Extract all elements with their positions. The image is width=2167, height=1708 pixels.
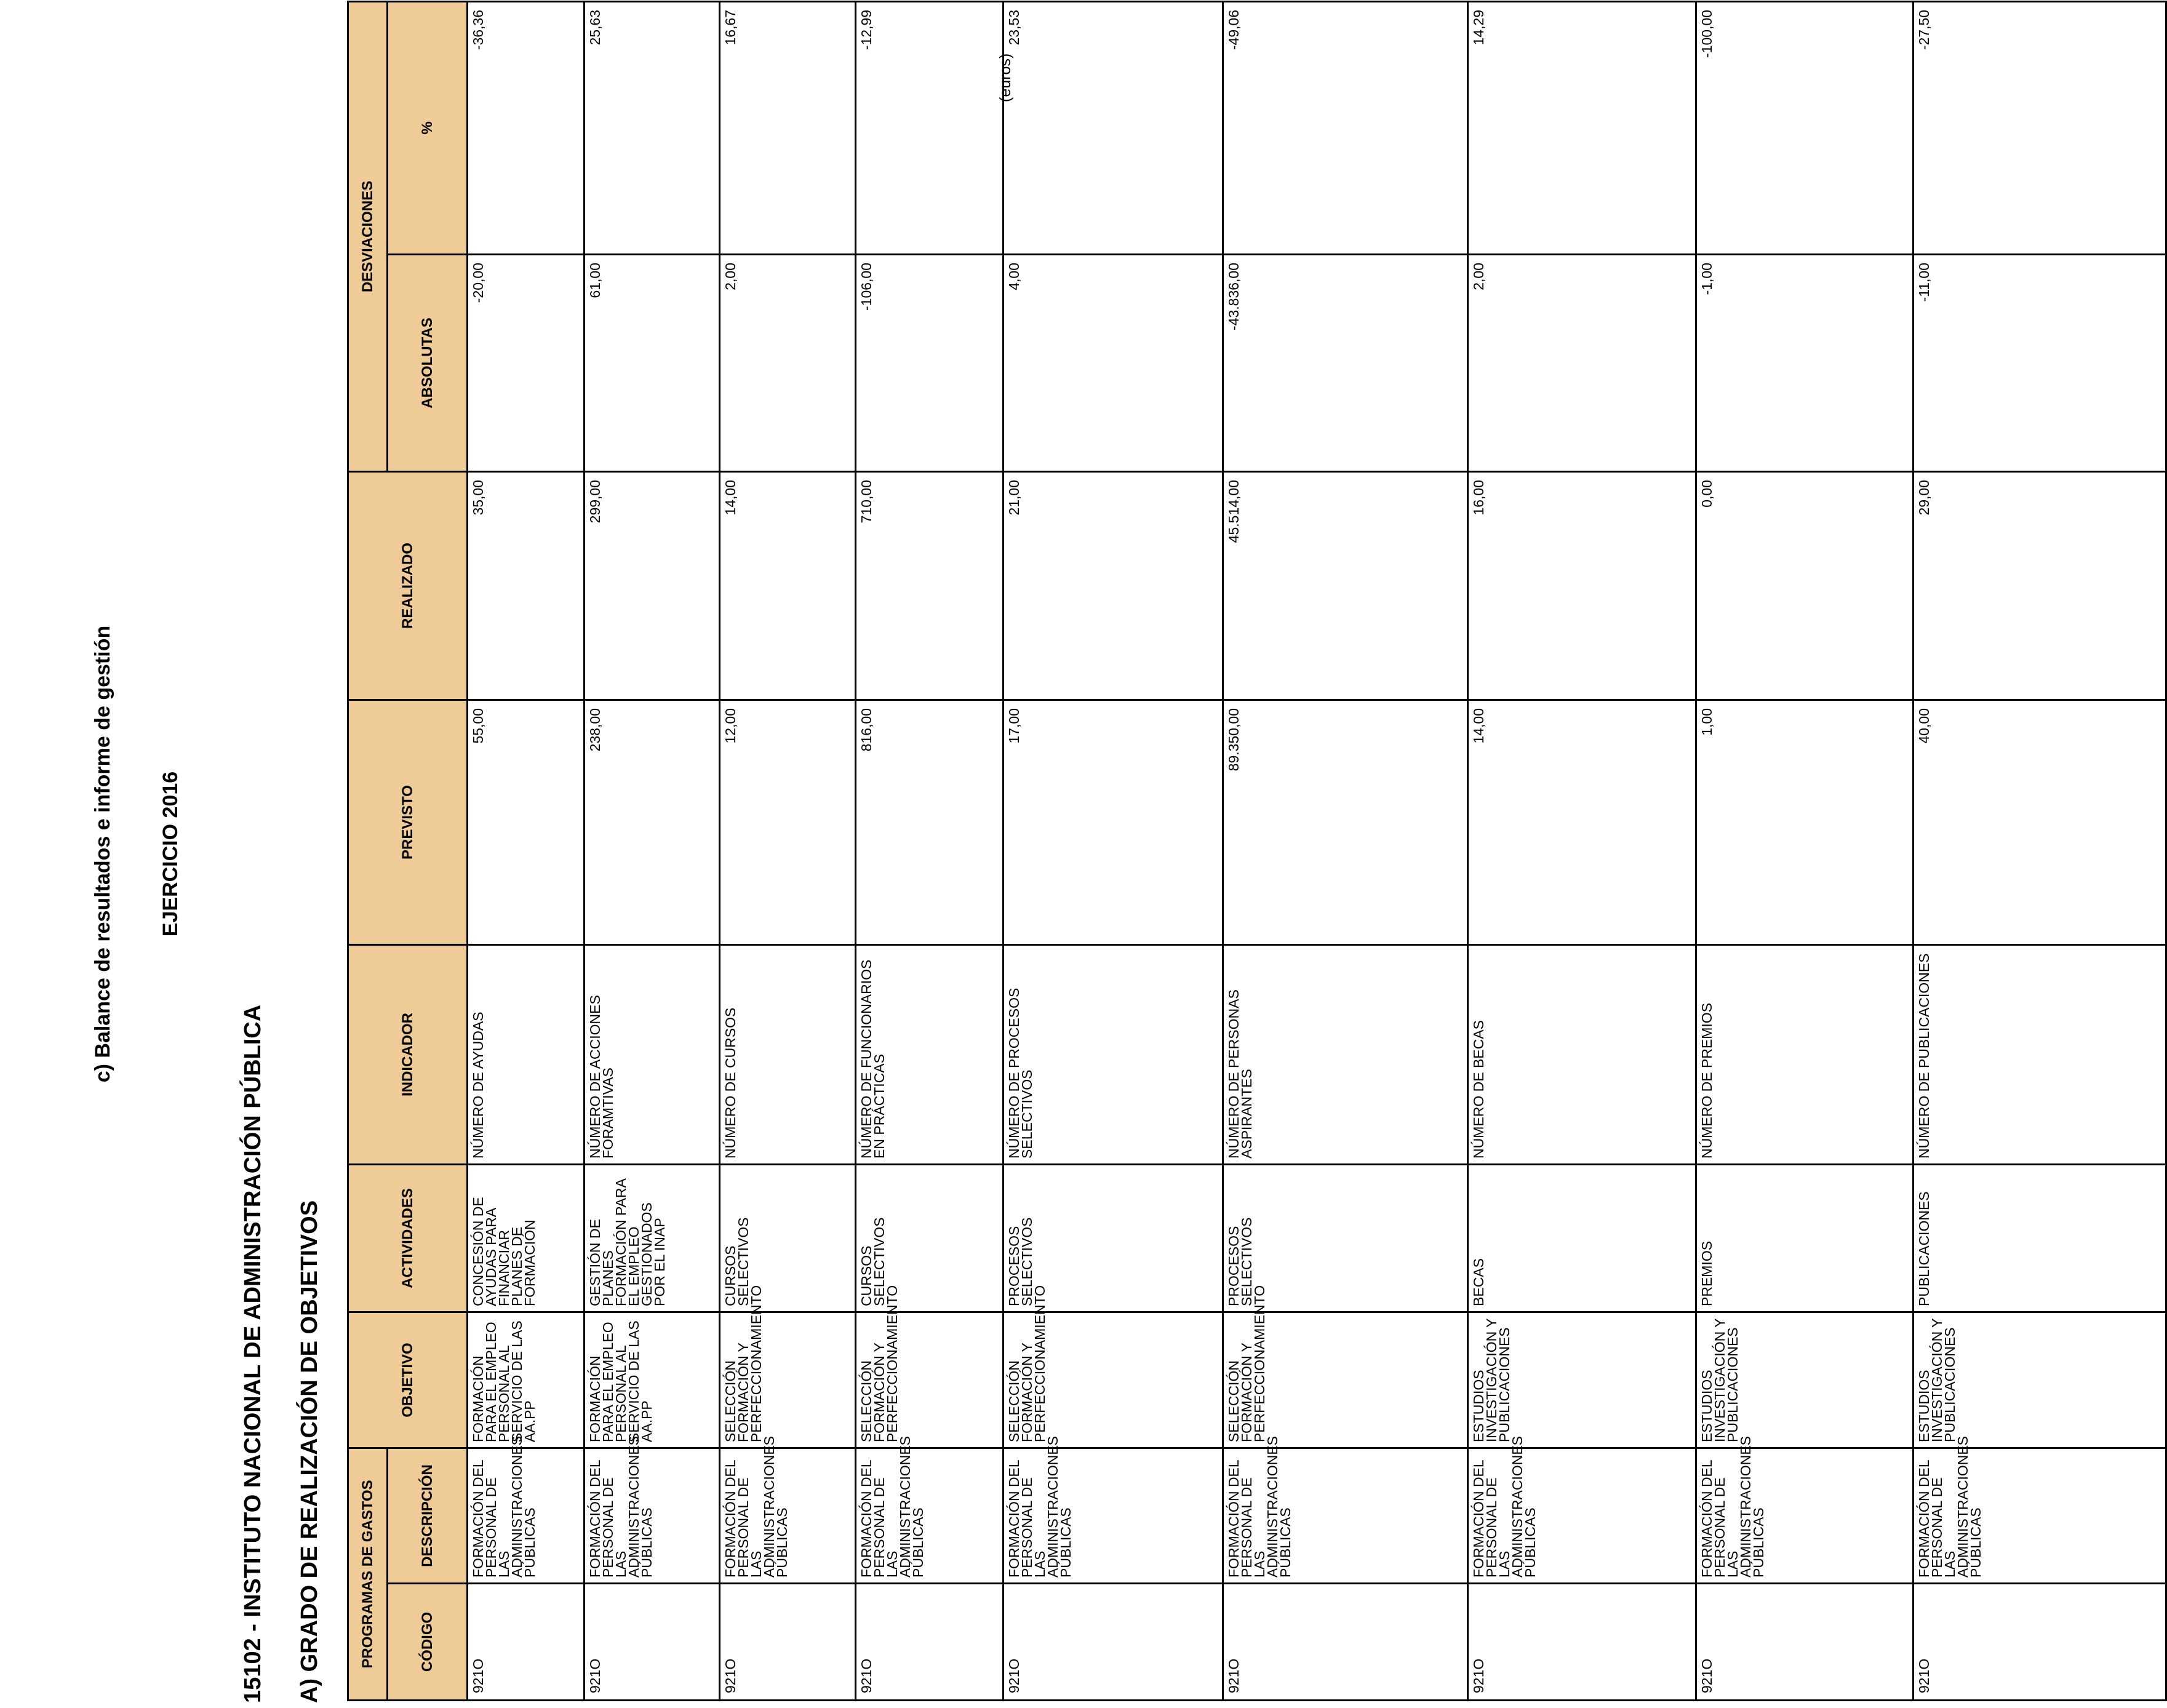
cell-previsto: 238,00 bbox=[585, 700, 720, 944]
cell-codigo: 921O bbox=[468, 1584, 585, 1701]
cell-absolutas: -1,00 bbox=[1696, 254, 1914, 471]
cell-realizado: 29,00 bbox=[1914, 471, 2166, 700]
cell-indicador: NÚMERO DE ACCIONES FORAMTIVAS bbox=[585, 944, 720, 1164]
group-header-desviaciones: DESVIACIONES bbox=[348, 1, 388, 471]
entity-title: 15102 - INSTITUTO NACIONAL DE ADMINISTRACIÓN PÚBLICA bbox=[240, 1004, 266, 1703]
cell-indicador: NÚMERO DE BECAS bbox=[1468, 944, 1696, 1164]
objectives-table bbox=[347, 1, 2167, 1701]
cell-codigo: 921O bbox=[720, 1584, 856, 1701]
cell-actividades: PUBLICACIONES bbox=[1914, 1164, 2166, 1312]
cell-codigo: 921O bbox=[1696, 1584, 1914, 1701]
cell-actividades: CURSOS SELECTIVOS bbox=[856, 1164, 1004, 1312]
table-row bbox=[1468, 1, 1696, 1700]
cell-codigo: 921O bbox=[1914, 1584, 2166, 1701]
table-body bbox=[468, 1, 2166, 1700]
cell-absolutas: 4,00 bbox=[1004, 254, 1223, 471]
cell-pct: -27,50 bbox=[1914, 1, 2166, 254]
units-label: (euros) bbox=[997, 53, 1014, 102]
cell-indicador: NÚMERO DE PUBLICACIONES bbox=[1914, 944, 2166, 1164]
cell-pct: -49,06 bbox=[1223, 1, 1468, 254]
cell-objetivo: SELECCIÓN FORMACIÓN Y PERFECCIONAMIENTO bbox=[856, 1312, 1004, 1448]
cell-realizado: 299,00 bbox=[585, 471, 720, 700]
cell-actividades: BECAS bbox=[1468, 1164, 1696, 1312]
cell-descripcion: FORMACIÓN DEL PERSONAL DE LAS ADMINISTRACIONES PÚBLICAS bbox=[1914, 1448, 2166, 1583]
cell-realizado: 35,00 bbox=[468, 471, 585, 700]
cell-objetivo: FORMACIÓN PARA EL EMPLEO PERSONAL AL SERVICIO DE LAS AA.PP bbox=[585, 1312, 720, 1448]
col-header-descripcion: DESCRIPCIÓN bbox=[388, 1448, 468, 1583]
cell-objetivo: SELECCIÓN FORMACIÓN Y PERFECCIONAMIENTO bbox=[1004, 1312, 1223, 1448]
cell-absolutas: 2,00 bbox=[720, 254, 856, 471]
cell-descripcion: FORMACIÓN DEL PERSONAL DE LAS ADMINISTRACIONES PÚBLICAS bbox=[1223, 1448, 1468, 1583]
cell-objetivo: ESTUDIOS INVESTIGACIÓN Y PUBLICACIONES bbox=[1696, 1312, 1914, 1448]
group-header-programas: PROGRAMAS DE GASTOS bbox=[348, 1448, 388, 1700]
cell-pct: 23,53 bbox=[1004, 1, 1223, 254]
cell-previsto: 12,00 bbox=[720, 700, 856, 944]
fiscal-year-title: EJERCICIO 2016 bbox=[159, 771, 182, 937]
table-row bbox=[1004, 1, 1223, 1700]
cell-descripcion: FORMACIÓN DEL PERSONAL DE LAS ADMINISTRACIONES PÚBLICAS bbox=[585, 1448, 720, 1583]
cell-objetivo: ESTUDIOS INVESTIGACIÓN Y PUBLICACIONES bbox=[1914, 1312, 2166, 1448]
cell-absolutas: 2,00 bbox=[1468, 254, 1696, 471]
cell-previsto: 17,00 bbox=[1004, 700, 1223, 944]
cell-pct: -100,00 bbox=[1696, 1, 1914, 254]
cell-objetivo: ESTUDIOS INVESTIGACIÓN Y PUBLICACIONES bbox=[1468, 1312, 1696, 1448]
cell-pct: -36,36 bbox=[468, 1, 585, 254]
cell-realizado: 0,00 bbox=[1696, 471, 1914, 700]
cell-descripcion: FORMACIÓN DEL PERSONAL DE LAS ADMINISTRACIONES PÚBLICAS bbox=[1468, 1448, 1696, 1583]
cell-actividades: CURSOS SELECTIVOS bbox=[720, 1164, 856, 1312]
cell-pct: 25,63 bbox=[585, 1, 720, 254]
cell-descripcion: FORMACIÓN DEL PERSONAL DE LAS ADMINISTRACIONES PÚBLICAS bbox=[468, 1448, 585, 1583]
cell-indicador: NÚMERO DE AYUDAS bbox=[468, 944, 585, 1164]
cell-pct: -12,99 bbox=[856, 1, 1004, 254]
cell-indicador: NÚMERO DE CURSOS bbox=[720, 944, 856, 1164]
cell-actividades: GESTIÓN DE PLANES FORMACIÓN PARA EL EMPLEO GESTIONADOS POR EL INAP bbox=[585, 1164, 720, 1312]
col-header-indicador: INDICADOR bbox=[348, 944, 468, 1164]
cell-previsto: 40,00 bbox=[1914, 700, 2166, 944]
col-header-codigo: CÓDIGO bbox=[388, 1584, 468, 1701]
cell-indicador: NÚMERO DE FUNCIONARIOS EN PRÁCTICAS bbox=[856, 944, 1004, 1164]
cell-previsto: 1,00 bbox=[1696, 700, 1914, 944]
table-row bbox=[468, 1, 585, 1700]
cell-descripcion: FORMACIÓN DEL PERSONAL DE LAS ADMINISTRACIONES PÚBLICAS bbox=[720, 1448, 856, 1583]
cell-objetivo: SELECCIÓN FORMACIÓN Y PERFECCIONAMIENTO bbox=[720, 1312, 856, 1448]
cell-codigo: 921O bbox=[856, 1584, 1004, 1701]
cell-indicador: NÚMERO DE PREMIOS bbox=[1696, 944, 1914, 1164]
cell-indicador: NÚMERO DE PROCESOS SELECTIVOS bbox=[1004, 944, 1223, 1164]
col-header-objetivo: OBJETIVO bbox=[348, 1312, 468, 1448]
cell-codigo: 921O bbox=[1004, 1584, 1223, 1701]
cell-absolutas: -20,00 bbox=[468, 254, 585, 471]
cell-pct: 14,29 bbox=[1468, 1, 1696, 254]
cell-realizado: 21,00 bbox=[1004, 471, 1223, 700]
cell-codigo: 921O bbox=[1468, 1584, 1696, 1701]
col-header-previsto: PREVISTO bbox=[348, 700, 468, 944]
cell-objetivo: FORMACIÓN PARA EL EMPLEO PERSONAL AL SERVICIO DE LAS AA.PP bbox=[468, 1312, 585, 1448]
cell-realizado: 16,00 bbox=[1468, 471, 1696, 700]
cell-actividades: PROCESOS SELECTIVOS bbox=[1004, 1164, 1223, 1312]
cell-codigo: 921O bbox=[585, 1584, 720, 1701]
table-row bbox=[720, 1, 856, 1700]
cell-realizado: 710,00 bbox=[856, 471, 1004, 700]
cell-absolutas: -11,00 bbox=[1914, 254, 2166, 471]
cell-indicador: NÚMERO DE PERSONAS ASPIRANTES bbox=[1223, 944, 1468, 1164]
cell-descripcion: FORMACIÓN DEL PERSONAL DE LAS ADMINISTRACIONES PÚBLICAS bbox=[1696, 1448, 1914, 1583]
table-row bbox=[856, 1, 1004, 1700]
table-row bbox=[1696, 1, 1914, 1700]
cell-pct: 16,67 bbox=[720, 1, 856, 254]
report-title: c) Balance de resultados e informe de gestión bbox=[91, 625, 114, 1083]
cell-actividades: PREMIOS bbox=[1696, 1164, 1914, 1312]
cell-realizado: 45.514,00 bbox=[1223, 471, 1468, 700]
cell-previsto: 816,00 bbox=[856, 700, 1004, 944]
cell-previsto: 14,00 bbox=[1468, 700, 1696, 944]
table-row bbox=[585, 1, 720, 1700]
section-title: A) GRADO DE REALIZACIÓN DE OBJETIVOS bbox=[297, 1200, 322, 1703]
col-header-pct: % bbox=[388, 1, 468, 254]
cell-absolutas: 61,00 bbox=[585, 254, 720, 471]
cell-absolutas: -106,00 bbox=[856, 254, 1004, 471]
cell-actividades: CONCESIÓN DE AYUDAS PARA FINANCIAR PLANES DE FORMACIÓN bbox=[468, 1164, 585, 1312]
col-header-absolutas: ABSOLUTAS bbox=[388, 254, 468, 471]
cell-objetivo: SELECCIÓN FORMACIÓN Y PERFECCIONAMIENTO bbox=[1223, 1312, 1468, 1448]
col-header-actividades: ACTIVIDADES bbox=[348, 1164, 468, 1312]
cell-realizado: 14,00 bbox=[720, 471, 856, 700]
table-row bbox=[1914, 1, 2166, 1700]
cell-descripcion: FORMACIÓN DEL PERSONAL DE LAS ADMINISTRACIONES PÚBLICAS bbox=[1004, 1448, 1223, 1583]
cell-actividades: PROCESOS SELECTIVOS bbox=[1223, 1164, 1468, 1312]
cell-absolutas: -43.836,00 bbox=[1223, 254, 1468, 471]
cell-previsto: 89.350,00 bbox=[1223, 700, 1468, 944]
col-header-realizado: REALIZADO bbox=[348, 471, 468, 700]
cell-codigo: 921O bbox=[1223, 1584, 1468, 1701]
table-row bbox=[1223, 1, 1468, 1700]
cell-descripcion: FORMACIÓN DEL PERSONAL DE LAS ADMINISTRACIONES PÚBLICAS bbox=[856, 1448, 1004, 1583]
cell-previsto: 55,00 bbox=[468, 700, 585, 944]
